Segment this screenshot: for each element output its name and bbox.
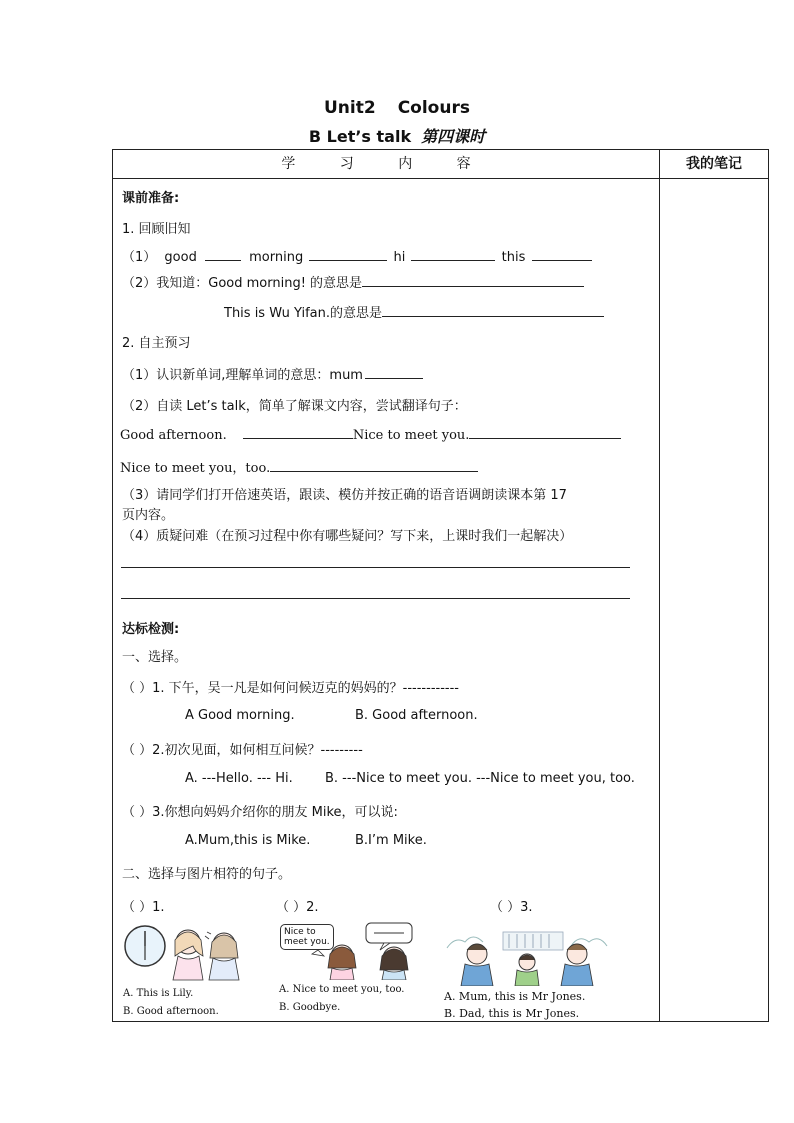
header-study-content: 学 习 内 容 — [281, 156, 491, 172]
question-3: （ ）3.你想向妈妈介绍你的朋友 Mike，可以说: — [122, 805, 398, 820]
clock-and-girls-picture — [123, 922, 245, 984]
new-word-prompt: （1）认识新单词,理解单词的意思：mum — [122, 368, 363, 383]
header-divider — [113, 178, 768, 179]
meaning-prompt-2: This is Wu Yifan.的意思是 — [224, 306, 382, 321]
answer-line-2[interactable] — [121, 598, 630, 599]
lesson-label: B Let’s talk — [308, 127, 412, 146]
picture-2-option-a: A. Nice to meet you, too. — [279, 984, 405, 995]
pre-heading: 课前准备: — [122, 191, 180, 206]
sentence-good-afternoon: Good afternoon. — [120, 428, 227, 443]
question-1: （ ）1. 下午，吴一凡是如何问候迈克的妈妈的？------------ — [122, 681, 459, 696]
q2-option-b: B. ---Nice to meet you. ---Nice to meet you, too. — [325, 771, 635, 786]
picture-3-option-b: B. Dad, this is Mr Jones. — [444, 1007, 580, 1020]
speech-bubble: Nice to meet you. — [280, 924, 334, 950]
picture-1-option-a: A. This is Lily. — [123, 988, 194, 999]
sentence-nice-to-meet-you: Nice to meet you. — [352, 428, 470, 443]
questions-line: （4）质疑问难（在预习过程中你有哪些疑问？写下来，上课时我们一起解决） — [122, 529, 573, 544]
header-my-notes: 我的笔记 — [686, 156, 742, 172]
picture-3-number: （ ）3. — [490, 900, 533, 915]
blank-good-afternoon[interactable] — [243, 426, 353, 439]
blank-mum[interactable] — [365, 366, 423, 379]
review-words-line — [122, 246, 592, 265]
two-girls-picture — [278, 920, 418, 980]
blank-meaning-2[interactable] — [382, 304, 604, 317]
translate-line-2 — [120, 457, 478, 476]
topic-label: Colours — [397, 98, 470, 118]
period-label: 第四课时 — [421, 127, 486, 146]
blank-nice-to-meet-you[interactable] — [469, 426, 621, 439]
meaning-line-1 — [122, 272, 584, 291]
new-word-line — [122, 364, 423, 383]
read-talk-line: （2）自读 Let’s talk，简单了解课文内容，尝试翻译句子： — [122, 399, 467, 414]
read-aloud-line-1: （3）请同学们打开倍速英语，跟读、模仿并按正确的语音语调朗读课本第 17 — [122, 488, 567, 503]
picture-2-option-b: B. Goodbye. — [279, 1002, 341, 1013]
q1-option-a: A Good morning. — [185, 708, 295, 723]
answer-line-1[interactable] — [121, 567, 630, 568]
q3-option-a: A.Mum,this is Mike. — [185, 833, 311, 848]
test-heading: 达标检测: — [122, 622, 180, 637]
family-picture — [443, 928, 611, 986]
translate-line-1 — [120, 426, 621, 443]
blank-hi[interactable] — [411, 248, 495, 261]
part-two-heading: 二、选择与图片相符的句子。 — [122, 867, 292, 882]
blank-nice-to-meet-you-too[interactable] — [270, 459, 478, 472]
page-title — [0, 98, 794, 118]
picture-1-number: （ ）1. — [122, 900, 165, 915]
column-divider — [659, 150, 660, 1021]
word-good: good — [164, 250, 197, 265]
sentence-nice-to-meet-you-too: Nice to meet you，too. — [120, 461, 271, 476]
blank-this[interactable] — [532, 248, 592, 261]
meaning-prompt-1: （2）我知道：Good morning! 的意思是 — [122, 276, 363, 291]
blank-morning[interactable] — [309, 248, 387, 261]
unit-label: Unit2 — [324, 98, 376, 118]
word-morning: morning — [249, 250, 304, 265]
blank-good[interactable] — [205, 248, 241, 261]
picture-3-option-a: A. Mum, this is Mr Jones. — [444, 990, 586, 1003]
q1-option-b: B. Good afternoon. — [355, 708, 478, 723]
q2-option-a: A. ---Hello. --- Hi. — [185, 771, 293, 786]
meaning-line-2 — [224, 302, 604, 321]
word-hi: hi — [393, 250, 406, 265]
preview-heading: 2. 自主预习 — [122, 336, 191, 351]
worksheet-table — [112, 149, 769, 1022]
lesson-subtitle — [0, 124, 794, 147]
picture-2-number: （ ）2. — [276, 900, 319, 915]
item-number: （1） — [122, 250, 157, 265]
blank-meaning-1[interactable] — [362, 274, 584, 287]
word-this: this — [501, 250, 526, 265]
question-2: （ ）2.初次见面，如何相互问候？--------- — [122, 743, 363, 758]
picture-1-option-b: B. Good afternoon. — [123, 1006, 219, 1017]
part-one-heading: 一、选择。 — [122, 650, 188, 665]
review-heading: 1. 回顾旧知 — [122, 222, 191, 237]
q3-option-b: B.I’m Mike. — [355, 833, 427, 848]
read-aloud-line-2: 页内容。 — [122, 508, 175, 523]
